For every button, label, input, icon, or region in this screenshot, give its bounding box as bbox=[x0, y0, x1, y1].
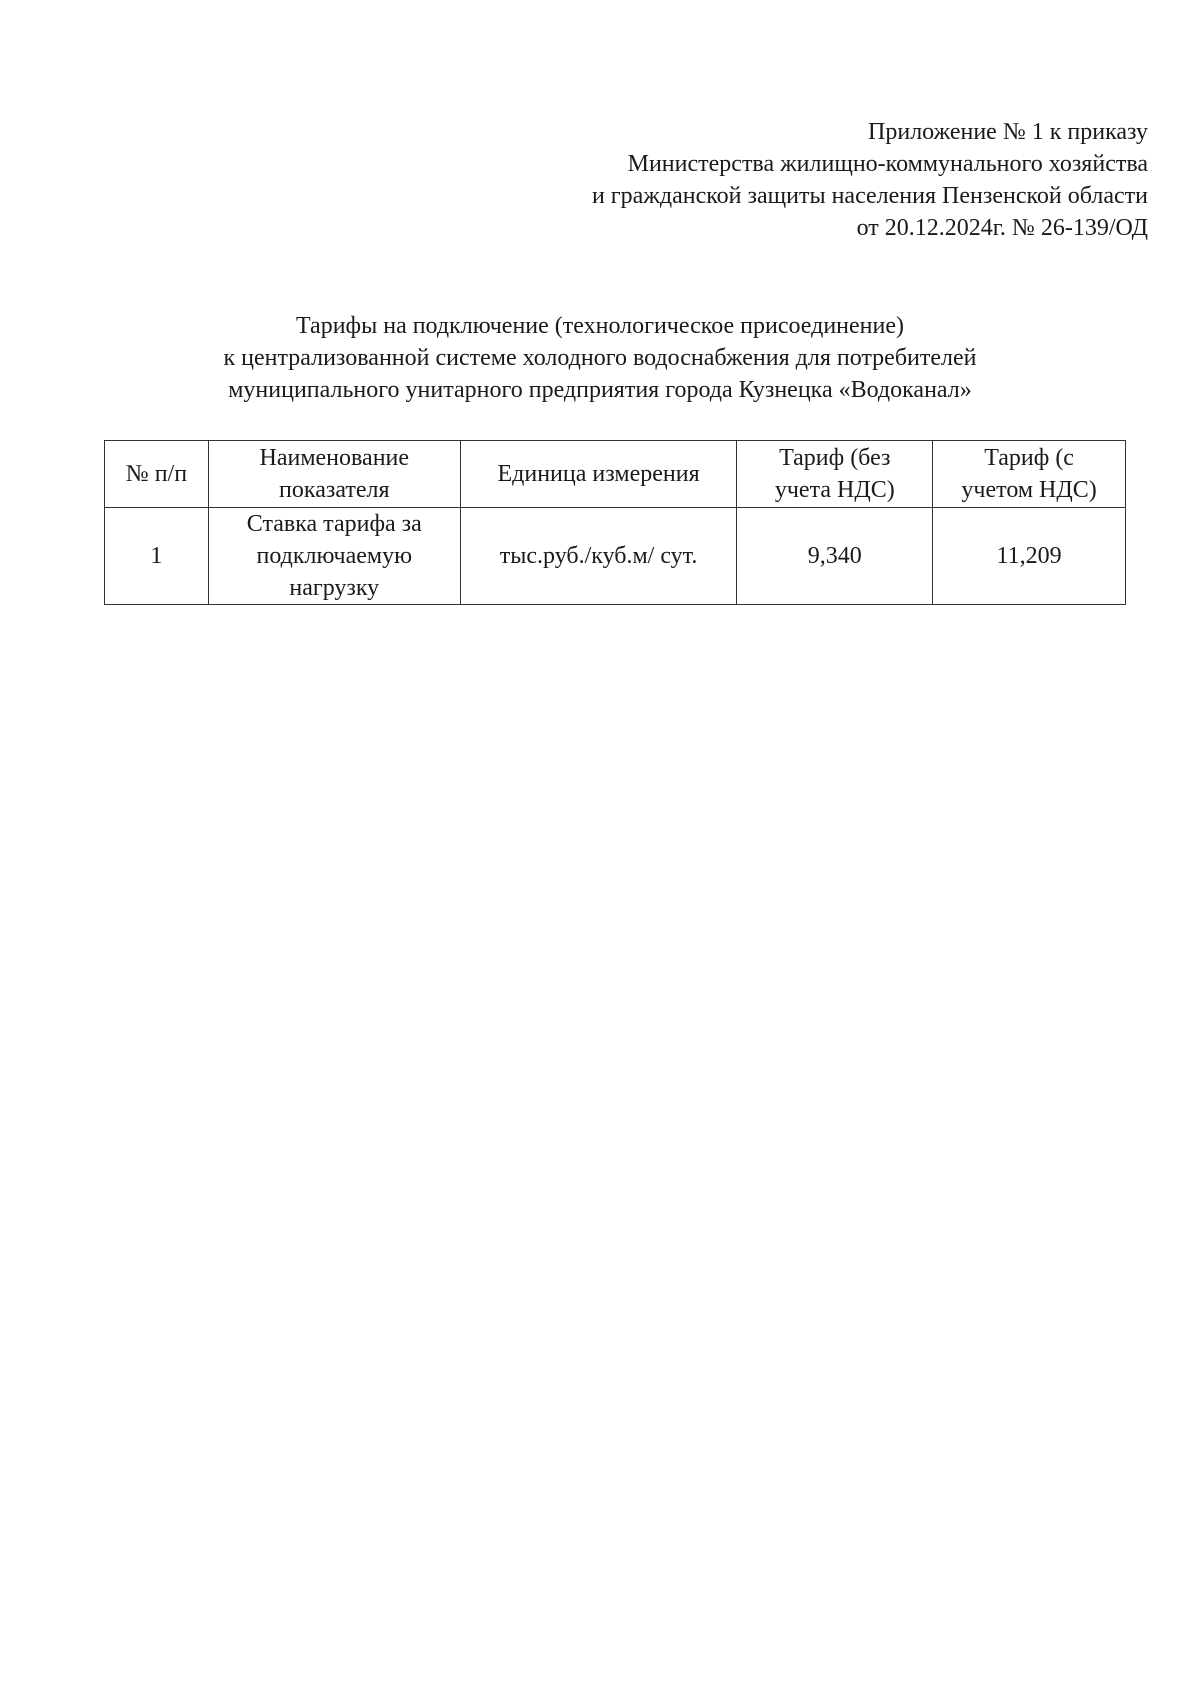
order-date-line: от 20.12.2024г. № 26-139/ОД bbox=[856, 215, 1148, 241]
appendix-header bbox=[448, 116, 1148, 244]
header-indicator-name: Наименование показателя bbox=[208, 441, 460, 508]
table-header-row bbox=[105, 441, 1126, 508]
tariff-table bbox=[104, 440, 1126, 605]
appendix-line: Приложение № 1 к приказу bbox=[868, 119, 1148, 145]
title-line: муниципального унитарного предприятия города Кузнецка «Водоканал» bbox=[228, 377, 972, 403]
title-line: к централизованной системе холодного водоснабжения для потребителей bbox=[223, 345, 977, 371]
ministry-line-2: и гражданской защиты населения Пензенской области bbox=[591, 183, 1148, 209]
cell-tariff-with-vat: 11,209 bbox=[933, 508, 1126, 605]
header-unit: Единица измерения bbox=[460, 441, 737, 508]
cell-number: 1 bbox=[105, 508, 209, 605]
table-row bbox=[105, 508, 1126, 605]
cell-unit: тыс.руб./куб.м/ сут. bbox=[460, 508, 737, 605]
document-title bbox=[100, 310, 1100, 406]
header-tariff-no-vat: Тариф (без учета НДС) bbox=[737, 441, 933, 508]
title-line: Тарифы на подключение (технологическое присоединение) bbox=[295, 313, 905, 339]
cell-indicator-name: Ставка тарифа за подключаемую нагрузку bbox=[208, 508, 460, 605]
header-tariff-with-vat: Тариф (с учетом НДС) bbox=[933, 441, 1126, 508]
ministry-line: Министерства жилищно-коммунального хозяйства bbox=[627, 151, 1148, 177]
header-number: № п/п bbox=[105, 441, 209, 508]
cell-tariff-no-vat: 9,340 bbox=[737, 508, 933, 605]
